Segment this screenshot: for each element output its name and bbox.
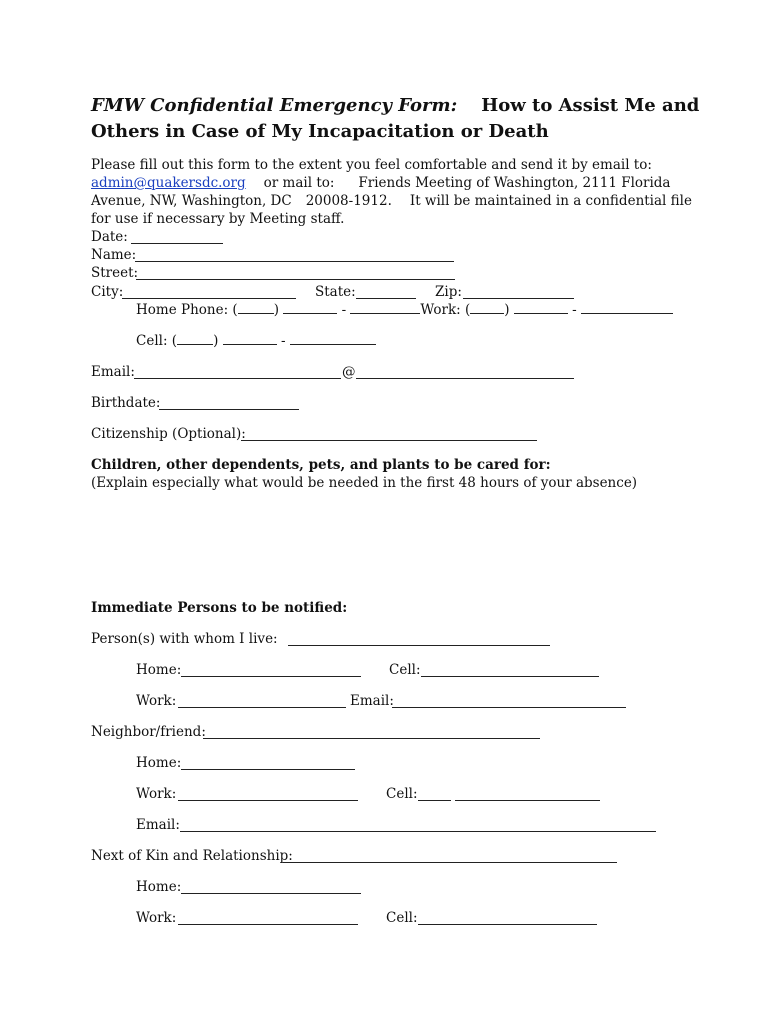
live-work-label: Work:	[136, 693, 177, 709]
email-domain-field[interactable]	[356, 378, 574, 379]
notify-heading: Immediate Persons to be notified:	[91, 600, 348, 616]
home-phone-label: Home Phone: (	[136, 302, 238, 318]
cell-phone-line-field[interactable]	[290, 332, 376, 345]
live-home-field[interactable]	[181, 676, 361, 677]
dependents-note: (Explain especially what would be needed in the first 48 hours of your absence)	[91, 475, 638, 491]
citizenship-label: Citizenship (Optional):	[91, 426, 246, 442]
street-label: Street:	[91, 265, 139, 281]
zip-label: Zip:	[435, 284, 462, 300]
kin-work-label: Work:	[136, 910, 177, 926]
neighbor-email-field[interactable]	[180, 831, 656, 832]
neighbor-field[interactable]	[203, 738, 540, 739]
work-phone-label: Work: (	[420, 302, 471, 318]
live-work-field[interactable]	[178, 707, 346, 708]
home-phone-area-field[interactable]	[238, 301, 274, 314]
live-email-field[interactable]	[392, 707, 626, 708]
intro-address-1: Friends Meeting of Washington, 2111 Florida	[358, 175, 671, 191]
dash: -	[572, 302, 577, 318]
citizenship-field[interactable]	[241, 440, 537, 441]
email-link[interactable]: admin@quakersdc.org	[91, 175, 246, 191]
persons-live-label: Person(s) with whom I live:	[91, 631, 278, 647]
cell-phone-row	[136, 332, 376, 350]
intro-mail-to: or mail to:	[263, 175, 335, 191]
neighbor-home-field[interactable]	[181, 769, 355, 770]
home-phone-row	[136, 301, 673, 319]
live-cell-label: Cell:	[389, 662, 421, 678]
persons-live-field[interactable]	[288, 645, 550, 646]
birthdate-label: Birthdate:	[91, 395, 161, 411]
neighbor-work-label: Work:	[136, 786, 177, 802]
date-field[interactable]	[131, 243, 223, 244]
home-phone-prefix-field[interactable]	[283, 301, 337, 314]
city-label: City:	[91, 284, 124, 300]
paren-close: )	[213, 333, 219, 349]
neighbor-label: Neighbor/friend:	[91, 724, 206, 740]
work-phone-area-field[interactable]	[470, 301, 504, 314]
neighbor-work-field[interactable]	[178, 800, 358, 801]
email-user-field[interactable]	[134, 378, 341, 379]
neighbor-home-label: Home:	[136, 755, 182, 771]
kin-work-field[interactable]	[178, 924, 358, 925]
name-field[interactable]	[135, 261, 454, 262]
dash: -	[280, 333, 286, 349]
form-title-line2: Others in Case of My Incapacitation or Death	[91, 121, 549, 142]
neighbor-email-label: Email:	[136, 817, 180, 833]
intro-line-4: for use if necessary by Meeting staff.	[91, 211, 345, 227]
form-title-rest: How to Assist Me and	[481, 95, 700, 116]
kin-cell-label: Cell:	[386, 910, 418, 926]
work-phone-prefix-field[interactable]	[514, 301, 568, 314]
intro-line-1: Please fill out this form to the extent you feel comfortable and send it by email to:	[91, 157, 652, 173]
intro-line-2	[91, 174, 670, 192]
street-field[interactable]	[136, 279, 455, 280]
state-label: State:	[315, 284, 356, 300]
paren-close: )	[273, 302, 279, 318]
cell-phone-area-field[interactable]	[177, 332, 213, 345]
birthdate-field[interactable]	[159, 409, 299, 410]
kin-cell-field[interactable]	[418, 924, 597, 925]
work-phone-line-field[interactable]	[581, 301, 673, 314]
next-of-kin-label: Next of Kin and Relationship:	[91, 848, 293, 864]
kin-home-label: Home:	[136, 879, 182, 895]
neighbor-cell-label: Cell:	[386, 786, 418, 802]
neighbor-cell-field[interactable]	[455, 800, 600, 801]
form-title	[91, 93, 699, 119]
next-of-kin-field[interactable]	[283, 862, 617, 863]
live-cell-field[interactable]	[421, 676, 599, 677]
kin-home-field[interactable]	[181, 893, 361, 894]
name-label: Name:	[91, 247, 137, 263]
live-home-label: Home:	[136, 662, 182, 678]
intro-address-2: Avenue, NW, Washington, DC	[91, 193, 292, 209]
neighbor-cell-area-field[interactable]	[418, 800, 451, 801]
intro-line-3	[91, 192, 692, 210]
paren-close: )	[504, 302, 510, 318]
dependents-response-area[interactable]	[91, 496, 671, 592]
intro-confidential: It will be maintained in a confidential file	[409, 193, 692, 209]
state-field[interactable]	[356, 298, 416, 299]
city-field[interactable]	[122, 298, 296, 299]
home-phone-line-field[interactable]	[350, 301, 420, 314]
dependents-heading: Children, other dependents, pets, and plants to be cared for:	[91, 457, 551, 473]
form-title-italic: FMW Confidential Emergency Form:	[91, 95, 458, 116]
email-label: Email:	[91, 364, 135, 380]
intro-zip: 20008-1912.	[305, 193, 392, 209]
email-at: @	[342, 364, 356, 380]
cell-phone-prefix-field[interactable]	[223, 332, 277, 345]
cell-phone-label: Cell: (	[136, 333, 178, 349]
live-email-label: Email:	[350, 693, 394, 709]
dash: -	[341, 302, 347, 318]
date-label: Date:	[91, 229, 128, 245]
zip-field[interactable]	[463, 298, 574, 299]
